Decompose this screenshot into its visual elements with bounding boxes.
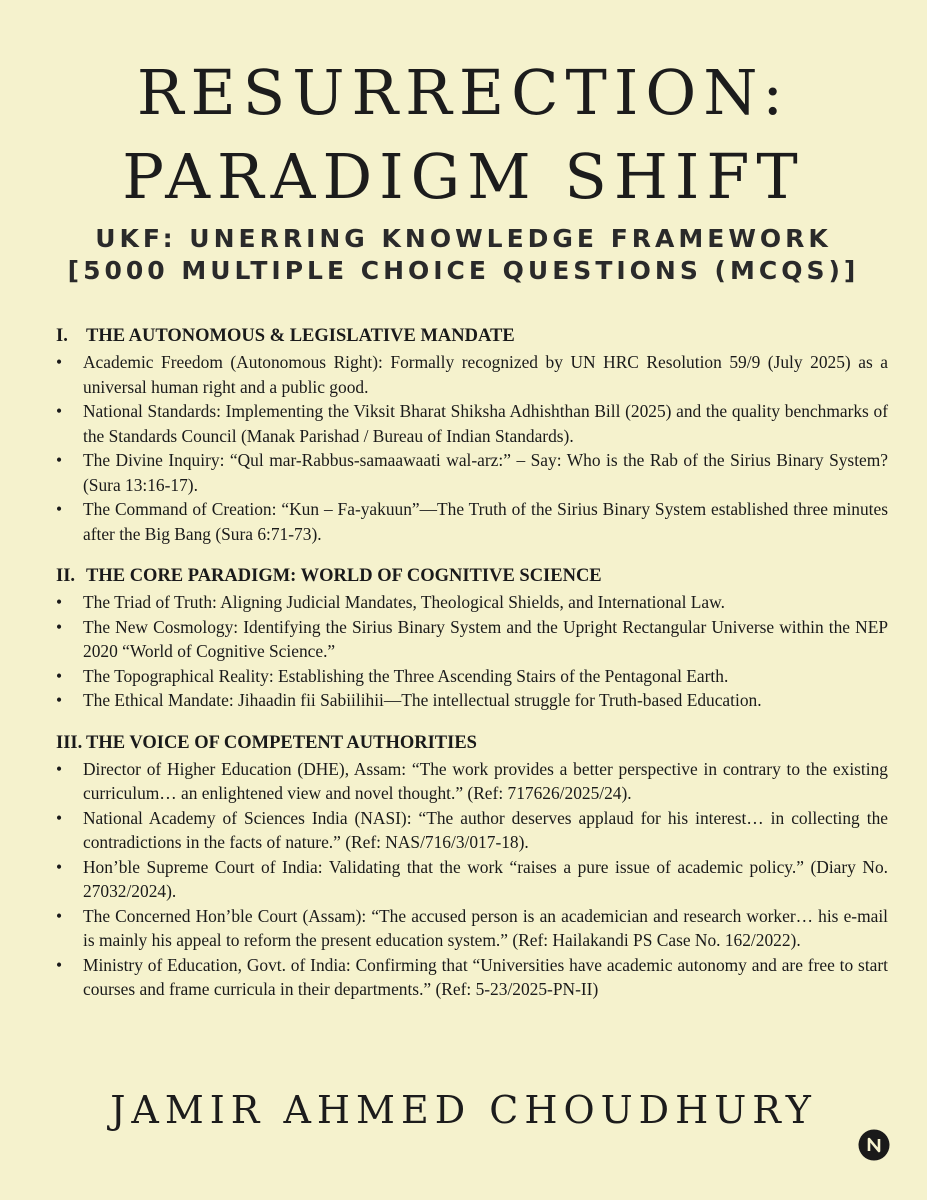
list-item-text: Director of Higher Education (DHE), Assam: “The work provides a better perspective in contrary to the existing curriculum… an enlightened view and novel thought.” (Ref: 717626/2025/24). (83, 758, 888, 803)
list-item-text: The New Cosmology: Identifying the Sirius Binary System and the Upright Rectangular Universe within the NEP 2020 “World of Cognitive Science.” (83, 616, 888, 661)
section-title: THE CORE PARADIGM: WORLD OF COGNITIVE SCIENCE (86, 566, 602, 586)
section-competent-authorities (56, 731, 888, 1002)
bullet-icon: • (56, 807, 63, 828)
list-item (56, 688, 888, 713)
list-item (56, 497, 888, 546)
list-item (56, 399, 888, 448)
bullet-list (56, 590, 888, 713)
section-heading (56, 564, 888, 588)
list-item (56, 664, 888, 689)
section-number: III. (56, 732, 83, 753)
bullet-icon: • (56, 665, 63, 686)
title-line-1: RESURRECTION: (136, 56, 791, 129)
list-item (56, 350, 888, 399)
list-item-text: National Academy of Sciences India (NASI): “The author deserves applaud for his interest… in collecting the contradictions in the facts of nature.” (Ref: NAS/716/3/017-18). (83, 807, 888, 852)
bullet-list (56, 350, 888, 546)
list-item-text: The Ethical Mandate: Jihaadin fii Sabiilihii—The intellectual struggle for Truth-based Education. (83, 690, 762, 710)
section-title: THE VOICE OF COMPETENT AUTHORITIES (86, 732, 477, 753)
list-item (56, 615, 888, 664)
list-item-text: Academic Freedom (Autonomous Right): Formally recognized by UN HRC Resolution 59/9 (July 2025) as a universal human right and a public good. (83, 352, 888, 397)
list-item-text: Hon’ble Supreme Court of India: Validating that the work “raises a pure issue of academic policy.” (Diary No. 27032/2024). (83, 856, 888, 901)
list-item-text: The Divine Inquiry: “Qul mar-Rabbus-samaawaati wal-arz:” – Say: Who is the Rab of the Sirius Binary System? (Sura 13:16-17). (83, 450, 888, 495)
section-number: II. (56, 566, 76, 586)
bullet-icon: • (56, 401, 63, 421)
list-item (56, 757, 888, 806)
title-line-2: PARADIGM SHIFT (122, 140, 805, 213)
bullet-icon: • (56, 758, 63, 779)
list-item (56, 855, 888, 904)
list-item (56, 590, 888, 615)
list-item (56, 806, 888, 855)
list-item-text: Ministry of Education, Govt. of India: Confirming that “Universities have academic autonomy and are free to start courses and frame curricula in their departments.” (Ref: 5-23/2025-PN-II) (83, 954, 888, 999)
bullet-icon: • (56, 690, 63, 710)
bullet-icon: • (56, 352, 63, 372)
section-heading (56, 324, 888, 348)
section-core-paradigm (56, 564, 888, 713)
list-item-text: The Command of Creation: “Kun – Fa-yakuun”—The Truth of the Sirius Binary System established three minutes after the Big Bang (Sura 6:71-73). (83, 499, 888, 544)
bullet-icon: • (56, 592, 63, 612)
list-item (56, 448, 888, 497)
author-name: JAMIR AHMED CHOUDHURY (110, 1088, 817, 1132)
notion-press-logo-icon (858, 1129, 890, 1161)
bullet-icon: • (56, 954, 63, 975)
bullet-icon: • (56, 450, 63, 470)
section-heading (56, 731, 888, 755)
cover-body (56, 324, 888, 1020)
list-item-text: The Triad of Truth: Aligning Judicial Mandates, Theological Shields, and International Law. (83, 592, 725, 612)
list-item-text: The Concerned Hon’ble Court (Assam): “The accused person is an academician and research worker… his e-mail is mainly his appeal to reform the present education system.” (Ref: Hailakandi PS Case No. 162/2022). (83, 905, 888, 950)
list-item-text: The Topographical Reality: Establishing the Three Ascending Stairs of the Pentagonal Earth. (83, 665, 729, 686)
subtitle-line-2: [5000 MULTIPLE CHOICE QUESTIONS (MCQS)] (67, 256, 860, 285)
bullet-icon: • (56, 905, 63, 926)
section-title: THE AUTONOMOUS & LEGISLATIVE MANDATE (86, 326, 515, 346)
bullet-list (56, 757, 888, 1002)
list-item (56, 953, 888, 1002)
list-item-text: National Standards: Implementing the Viksit Bharat Shiksha Adhishthan Bill (2025) and the quality benchmarks of the Standards Council (Manak Parishad / Bureau of Indian Standards). (83, 401, 888, 446)
section-autonomous-mandate (56, 324, 888, 546)
list-item (56, 904, 888, 953)
bullet-icon: • (56, 499, 63, 519)
subtitle-line-1: UKF: UNERRING KNOWLEDGE FRAMEWORK (95, 224, 832, 253)
section-number: I. (56, 326, 68, 346)
bullet-icon: • (56, 856, 63, 877)
bullet-icon: • (56, 616, 63, 637)
